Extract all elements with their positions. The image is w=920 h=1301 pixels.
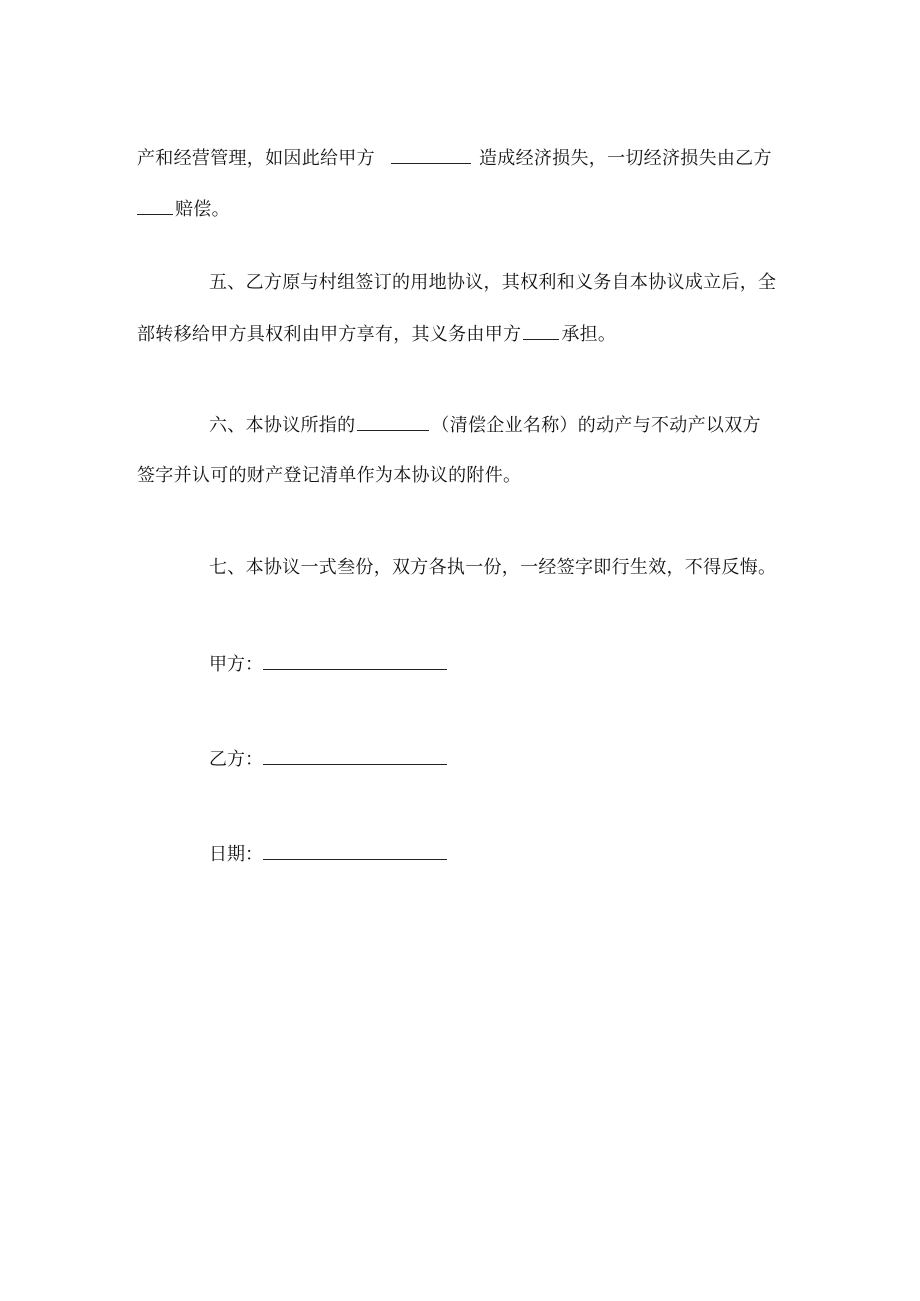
party-b-signature-row (209, 746, 447, 773)
party-b-label: 乙方： (209, 749, 263, 770)
text-segment: 赔偿。 (175, 199, 230, 220)
text-segment: 产和经营管理，如因此给甲方 (137, 148, 375, 169)
text-segment: 六、本协议所指的 (209, 415, 356, 436)
fill-in-blank (523, 321, 559, 340)
date-line (263, 841, 447, 860)
paragraph-6-line-1 (209, 412, 761, 439)
paragraph-5-line-2 (137, 321, 616, 348)
text-segment: 造成经济损失，一切经济损失由乙方 (478, 148, 772, 169)
party-a-label: 甲方： (209, 654, 263, 675)
fill-in-blank (391, 145, 471, 164)
fill-in-blank (357, 412, 429, 431)
date-row (209, 841, 447, 868)
party-a-signature-row (209, 651, 447, 678)
text-segment: 部转移给甲方具权利由甲方享有，其义务由甲方 (137, 324, 522, 345)
party-a-signature-line (263, 651, 447, 670)
text-segment: 承担。 (561, 324, 617, 345)
paragraph-4-line-2 (137, 196, 230, 223)
paragraph-4-line-1 (137, 145, 772, 172)
paragraph-7-line-1: 七、本协议一式叁份，双方各执一份，一经签字即行生效，不得反悔。 (209, 557, 777, 578)
party-b-signature-line (263, 746, 447, 765)
text-segment: （清偿企业名称）的动产与不动产以双方 (431, 415, 761, 436)
paragraph-6-line-2: 签字并认可的财产登记清单作为本协议的附件。 (137, 465, 522, 486)
paragraph-5-line-1: 五、乙方原与村组签订的用地协议，其权利和义务自本协议成立后，全 (209, 272, 777, 293)
fill-in-blank (137, 196, 173, 215)
date-label: 日期： (209, 844, 263, 865)
